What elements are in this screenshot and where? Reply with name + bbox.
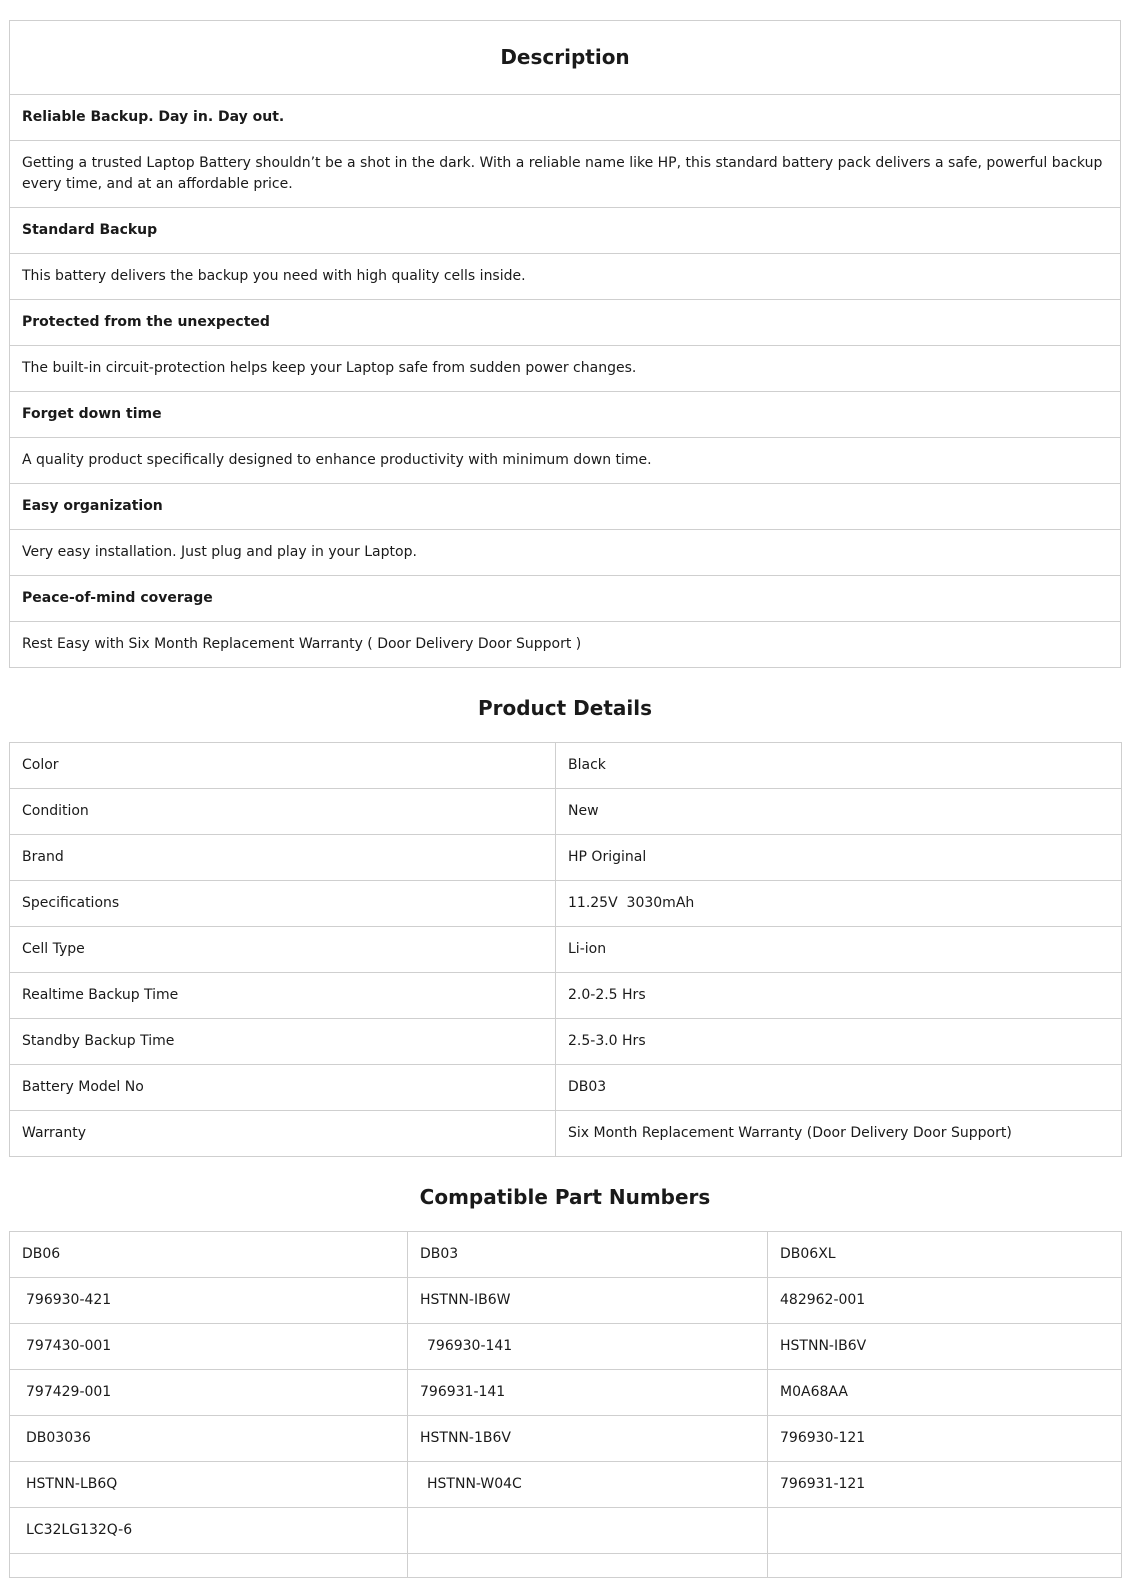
description-heading: Reliable Backup. Day in. Day out. xyxy=(10,95,1121,141)
description-row xyxy=(10,392,1121,438)
detail-label: Condition xyxy=(10,789,556,835)
detail-value: HP Original xyxy=(556,835,1122,881)
description-heading: Protected from the unexpected xyxy=(10,300,1121,346)
detail-label: Realtime Backup Time xyxy=(10,973,556,1019)
description-table xyxy=(9,20,1121,668)
part-number: HSTNN-IB6W xyxy=(408,1278,768,1324)
parts-row xyxy=(10,1416,1122,1462)
parts-row xyxy=(10,1508,1122,1554)
description-text: The built-in circuit-protection helps keep your Laptop safe from sudden power changes. xyxy=(10,346,1121,392)
description-row xyxy=(10,254,1121,300)
part-number: DB03036 xyxy=(10,1416,408,1462)
detail-value: DB03 xyxy=(556,1065,1122,1111)
parts-row xyxy=(10,1324,1122,1370)
part-number: HSTNN-LB6Q xyxy=(10,1462,408,1508)
part-number: M0A68AA xyxy=(768,1370,1122,1416)
description-text: A quality product specifically designed to enhance productivity with minimum down time. xyxy=(10,438,1121,484)
part-number: 796931-121 xyxy=(768,1462,1122,1508)
description-row xyxy=(10,484,1121,530)
detail-value: New xyxy=(556,789,1122,835)
description-row xyxy=(10,438,1121,484)
part-number xyxy=(408,1508,768,1554)
parts-row xyxy=(10,1278,1122,1324)
parts-row xyxy=(10,1554,1122,1578)
description-heading: Easy organization xyxy=(10,484,1121,530)
description-heading: Standard Backup xyxy=(10,208,1121,254)
part-number xyxy=(408,1554,768,1578)
detail-row xyxy=(10,973,1122,1019)
part-number xyxy=(10,1554,408,1578)
part-number: 797429-001 xyxy=(10,1370,408,1416)
detail-value: 2.0-2.5 Hrs xyxy=(556,973,1122,1019)
detail-row xyxy=(10,835,1122,881)
part-number: HSTNN-W04C xyxy=(408,1462,768,1508)
description-row xyxy=(10,622,1121,668)
part-number: DB06XL xyxy=(768,1232,1122,1278)
detail-label: Color xyxy=(10,743,556,789)
detail-value: 2.5-3.0 Hrs xyxy=(556,1019,1122,1065)
description-heading: Forget down time xyxy=(10,392,1121,438)
part-number: 796930-141 xyxy=(408,1324,768,1370)
detail-row xyxy=(10,1019,1122,1065)
description-row xyxy=(10,208,1121,254)
detail-label: Cell Type xyxy=(10,927,556,973)
description-text: This battery delivers the backup you need with high quality cells inside. xyxy=(10,254,1121,300)
detail-row xyxy=(10,881,1122,927)
detail-row xyxy=(10,1065,1122,1111)
parts-row xyxy=(10,1462,1122,1508)
description-text: Rest Easy with Six Month Replacement Warranty ( Door Delivery Door Support ) xyxy=(10,622,1121,668)
part-number: DB06 xyxy=(10,1232,408,1278)
part-number: 796930-121 xyxy=(768,1416,1122,1462)
description-row xyxy=(10,530,1121,576)
page-content xyxy=(9,20,1121,1578)
part-number: 796931-141 xyxy=(408,1370,768,1416)
part-number: HSTNN-IB6V xyxy=(768,1324,1122,1370)
part-number: 482962-001 xyxy=(768,1278,1122,1324)
detail-label: Brand xyxy=(10,835,556,881)
detail-label: Specifications xyxy=(10,881,556,927)
compatible-parts-title: Compatible Part Numbers xyxy=(419,1185,711,1209)
description-heading: Peace-of-mind coverage xyxy=(10,576,1121,622)
detail-row xyxy=(10,1111,1122,1157)
detail-value: Li-ion xyxy=(556,927,1122,973)
description-text: Very easy installation. Just plug and play in your Laptop. xyxy=(10,530,1121,576)
description-title: Description xyxy=(10,21,1121,95)
compatible-parts-table xyxy=(9,1231,1122,1578)
part-number: DB03 xyxy=(408,1232,768,1278)
part-number: 797430-001 xyxy=(10,1324,408,1370)
detail-value: Six Month Replacement Warranty (Door Delivery Door Support) xyxy=(556,1111,1122,1157)
description-row xyxy=(10,300,1121,346)
detail-label: Battery Model No xyxy=(10,1065,556,1111)
detail-label: Warranty xyxy=(10,1111,556,1157)
parts-row xyxy=(10,1232,1122,1278)
detail-row xyxy=(10,789,1122,835)
product-details-table xyxy=(9,742,1122,1157)
part-number xyxy=(768,1508,1122,1554)
description-row xyxy=(10,346,1121,392)
detail-row xyxy=(10,743,1122,789)
part-number xyxy=(768,1554,1122,1578)
description-text: Getting a trusted Laptop Battery shouldn’t be a shot in the dark. With a reliable name like HP, this standard battery pack delivers a safe, powerful backup every time, and at an affordable price. xyxy=(10,141,1121,208)
parts-row xyxy=(10,1370,1122,1416)
part-number: HSTNN-1B6V xyxy=(408,1416,768,1462)
detail-label: Standby Backup Time xyxy=(10,1019,556,1065)
detail-value: 11.25V 3030mAh xyxy=(556,881,1122,927)
description-row xyxy=(10,576,1121,622)
part-number: 796930-421 xyxy=(10,1278,408,1324)
description-header-row xyxy=(10,21,1121,95)
description-row xyxy=(10,141,1121,208)
detail-row xyxy=(10,927,1122,973)
detail-value: Black xyxy=(556,743,1122,789)
part-number: LC32LG132Q-6 xyxy=(10,1508,408,1554)
product-details-title: Product Details xyxy=(477,696,653,720)
description-row xyxy=(10,95,1121,141)
